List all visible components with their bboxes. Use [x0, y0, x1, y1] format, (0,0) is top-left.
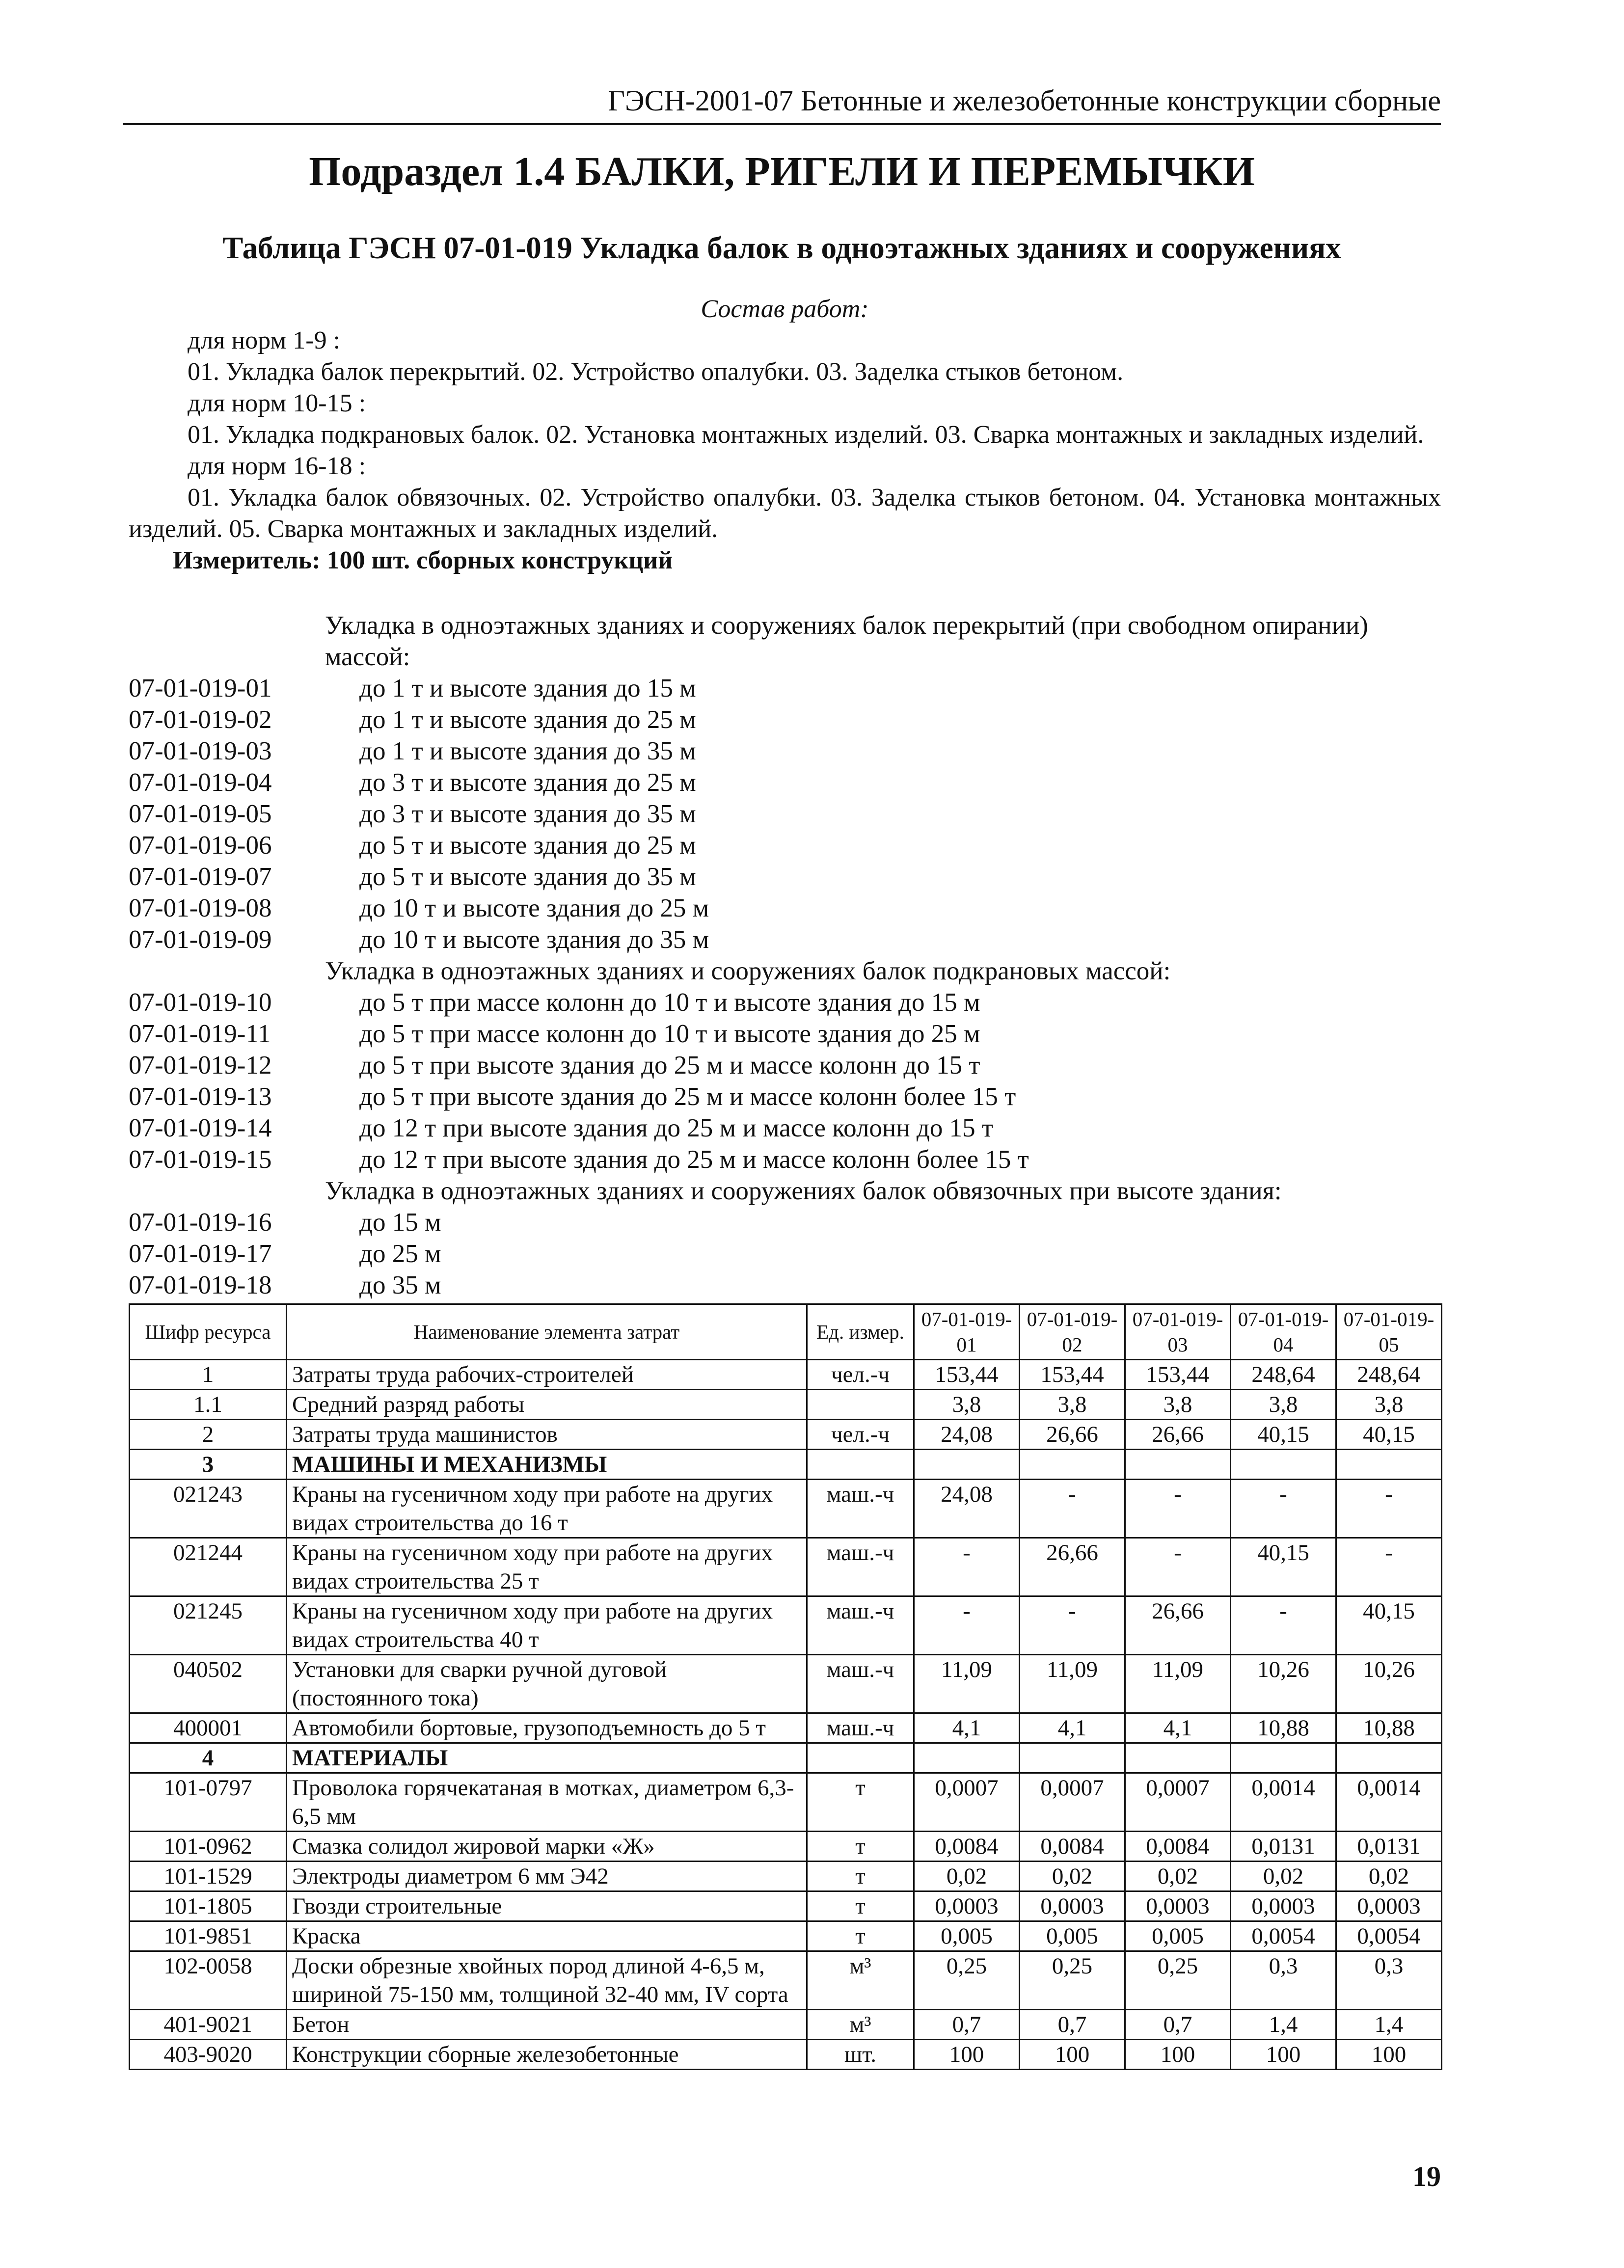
value-cell: 11,09: [1125, 1655, 1231, 1713]
value-cell: [1231, 1743, 1336, 1773]
value-cell: 0,7: [1125, 2010, 1231, 2040]
resource-code-cell: 021243: [130, 1480, 287, 1538]
header-norm-column: 07-01-019-01: [914, 1304, 1020, 1360]
value-cell: 0,005: [1125, 1921, 1231, 1951]
value-cell: 0,0084: [1125, 1832, 1231, 1862]
header-norm-column: 07-01-019-03: [1125, 1304, 1231, 1360]
value-cell: 0,0007: [1125, 1773, 1231, 1832]
value-cell: 26,66: [1020, 1538, 1125, 1596]
norm-code: 07-01-019-06: [129, 831, 272, 860]
unit-cell: т: [807, 1862, 914, 1891]
value-cell: -: [1125, 1480, 1231, 1538]
norm-code-row: [129, 1238, 1441, 1269]
norm-code: 07-01-019-09: [129, 925, 272, 954]
resource-code-cell: 101-1529: [130, 1862, 287, 1891]
resource-code-cell: 3: [130, 1450, 287, 1480]
norm-code-row: [129, 861, 1441, 892]
header-norm-column: 07-01-019-05: [1336, 1304, 1442, 1360]
value-cell: 153,44: [914, 1360, 1020, 1390]
value-cell: 0,02: [1231, 1862, 1336, 1891]
resource-code-cell: 4: [130, 1743, 287, 1773]
value-cell: 40,15: [1336, 1596, 1442, 1655]
value-cell: 248,64: [1231, 1360, 1336, 1390]
section-row: [130, 1743, 1442, 1773]
norm-code-row: [129, 830, 1441, 861]
norm-code: 07-01-019-15: [129, 1145, 272, 1174]
cost-element-cell: Гвозди строительные: [287, 1891, 807, 1921]
table-row: [130, 1480, 1442, 1538]
table-row: [130, 1891, 1442, 1921]
norm-description: до 1 т и высоте здания до 25 м: [359, 705, 696, 734]
value-cell: 0,02: [1336, 1862, 1442, 1891]
value-cell: 4,1: [914, 1713, 1020, 1743]
value-cell: 0,7: [1020, 2010, 1125, 2040]
value-cell: 10,26: [1231, 1655, 1336, 1713]
cost-element-cell: Краска: [287, 1921, 807, 1951]
norm-description: до 5 т при высоте здания до 25 м и массе колонн до 15 т: [359, 1051, 980, 1080]
header-norm-column: 07-01-019-04: [1231, 1304, 1336, 1360]
value-cell: 1,4: [1231, 2010, 1336, 2040]
table-row: [130, 1420, 1442, 1450]
norm-code-row: [129, 704, 1441, 735]
value-cell: -: [1020, 1480, 1125, 1538]
cost-element-cell: Затраты труда рабочих-строителей: [287, 1360, 807, 1390]
table-row: [130, 1773, 1442, 1832]
table-row: [130, 1713, 1442, 1743]
value-cell: 0,0054: [1231, 1921, 1336, 1951]
value-cell: 0,005: [1020, 1921, 1125, 1951]
resource-table-body: [130, 1360, 1442, 2070]
value-cell: 0,0014: [1231, 1773, 1336, 1832]
resource-table: [129, 1303, 1442, 2070]
value-cell: 0,7: [914, 2010, 1020, 2040]
cost-element-cell: Краны на гусеничном ходу при работе на других видах строительства 40 т: [287, 1596, 807, 1655]
norm-code-row: [129, 1050, 1441, 1081]
value-cell: [1125, 1743, 1231, 1773]
value-cell: 0,0014: [1336, 1773, 1442, 1832]
header-resource-code: Шифр ресурса: [130, 1304, 287, 1360]
unit-cell: [807, 1743, 914, 1773]
unit-cell: [807, 1390, 914, 1420]
norm-code: 07-01-019-03: [129, 737, 272, 765]
unit-cell: шт.: [807, 2040, 914, 2070]
norm-range-label: для норм 1-9 :: [188, 326, 341, 354]
table-row: [130, 1832, 1442, 1862]
table-row: [130, 1951, 1442, 2010]
value-cell: 100: [1336, 2040, 1442, 2070]
norm-description: до 3 т и высоте здания до 35 м: [359, 800, 696, 828]
resource-code-cell: 403-9020: [130, 2040, 287, 2070]
cost-element-cell: Средний разряд работы: [287, 1390, 807, 1420]
norm-code: 07-01-019-12: [129, 1051, 272, 1080]
resource-code-cell: 101-0797: [130, 1773, 287, 1832]
table-title: Таблица ГЭСН 07-01-019 Укладка балок в одноэтажных зданиях и сооружениях: [222, 231, 1341, 265]
value-cell: 0,0003: [1231, 1891, 1336, 1921]
value-cell: 3,8: [1125, 1390, 1231, 1420]
norm-group-heading: Укладка в одноэтажных зданиях и сооружениях балок обвязочных при высоте здания:: [325, 1177, 1282, 1205]
unit-cell: т: [807, 1832, 914, 1862]
value-cell: 0,25: [914, 1951, 1020, 2010]
resource-code-cell: 040502: [130, 1655, 287, 1713]
value-cell: 0,3: [1231, 1951, 1336, 2010]
table-header-row: [130, 1304, 1442, 1360]
norm-code: 07-01-019-14: [129, 1114, 272, 1142]
resource-code-cell: 400001: [130, 1713, 287, 1743]
value-cell: -: [914, 1538, 1020, 1596]
work-operations-text: 01. Укладка балок обвязочных. 02. Устройство опалубки. 03. Заделка стыков бетоном. 04. Установка монтажных изделий. 05. Сварка монтажных и закладных изделий.: [129, 484, 1441, 543]
norm-range-label: для норм 10-15 :: [188, 389, 366, 417]
value-cell: 0,25: [1020, 1951, 1125, 2010]
norm-description: до 1 т и высоте здания до 35 м: [359, 737, 696, 765]
value-cell: 0,0003: [1336, 1891, 1442, 1921]
table-row: [130, 1538, 1442, 1596]
cost-element-cell: Смазка солидол жировой марки «Ж»: [287, 1832, 807, 1862]
norm-description: до 15 м: [359, 1208, 441, 1237]
cost-element-cell: МАШИНЫ И МЕХАНИЗМЫ: [287, 1450, 807, 1480]
value-cell: 153,44: [1125, 1360, 1231, 1390]
work-composition: [129, 294, 1441, 576]
cost-element-cell: Электроды диаметром 6 мм Э42: [287, 1862, 807, 1891]
value-cell: 26,66: [1125, 1596, 1231, 1655]
cost-element-cell: МАТЕРИАЛЫ: [287, 1743, 807, 1773]
norm-code: 07-01-019-01: [129, 674, 272, 702]
norm-code-row: [129, 1018, 1441, 1050]
norm-description: до 10 т и высоте здания до 25 м: [359, 894, 709, 922]
value-cell: [914, 1743, 1020, 1773]
value-cell: 3,8: [1231, 1390, 1336, 1420]
unit-cell: м³: [807, 1951, 914, 2010]
table-row: [130, 1921, 1442, 1951]
norm-code-row: [129, 767, 1441, 798]
unit-cell: маш.-ч: [807, 1538, 914, 1596]
norm-description: до 3 т и высоте здания до 25 м: [359, 768, 696, 797]
unit-cell: маш.-ч: [807, 1480, 914, 1538]
norm-code: 07-01-019-04: [129, 768, 272, 797]
norm-description: до 35 м: [359, 1271, 441, 1299]
value-cell: 0,005: [914, 1921, 1020, 1951]
value-cell: 0,02: [914, 1862, 1020, 1891]
value-cell: 11,09: [914, 1655, 1020, 1713]
norm-code: 07-01-019-07: [129, 863, 272, 891]
header-cost-element: Наименование элемента затрат: [287, 1304, 807, 1360]
norm-description: до 25 м: [359, 1240, 441, 1268]
norm-code-row: [129, 1207, 1441, 1238]
norm-code: 07-01-019-17: [129, 1240, 272, 1268]
value-cell: 0,3: [1336, 1951, 1442, 2010]
value-cell: 26,66: [1020, 1420, 1125, 1450]
cost-element-cell: Краны на гусеничном ходу при работе на других видах строительства 25 т: [287, 1538, 807, 1596]
value-cell: 0,0003: [914, 1891, 1020, 1921]
table-row: [130, 1390, 1442, 1420]
value-cell: 0,0131: [1231, 1832, 1336, 1862]
value-cell: 0,0084: [914, 1832, 1020, 1862]
value-cell: -: [1231, 1596, 1336, 1655]
section-row: [130, 1450, 1442, 1480]
cost-element-cell: Конструкции сборные железобетонные: [287, 2040, 807, 2070]
norm-description: до 12 т при высоте здания до 25 м и массе колонн до 15 т: [359, 1114, 994, 1142]
work-operations-text: 01. Укладка балок перекрытий. 02. Устройство опалубки. 03. Заделка стыков бетоном.: [188, 358, 1124, 386]
value-cell: 1,4: [1336, 2010, 1442, 2040]
value-cell: [914, 1450, 1020, 1480]
norm-code: 07-01-019-02: [129, 705, 272, 734]
value-cell: -: [1125, 1538, 1231, 1596]
value-cell: 0,0054: [1336, 1921, 1442, 1951]
value-cell: 26,66: [1125, 1420, 1231, 1450]
resource-code-cell: 101-9851: [130, 1921, 287, 1951]
norm-description: до 5 т и высоте здания до 25 м: [359, 831, 696, 860]
cost-element-cell: Краны на гусеничном ходу при работе на других видах строительства до 16 т: [287, 1480, 807, 1538]
running-header: ГЭСН-2001-07 Бетонные и железобетонные конструкции сборные: [123, 81, 1441, 125]
value-cell: 3,8: [1336, 1390, 1442, 1420]
unit-cell: т: [807, 1921, 914, 1951]
norm-code-row: [129, 673, 1441, 704]
value-cell: [1125, 1450, 1231, 1480]
value-cell: [1231, 1450, 1336, 1480]
norm-group-heading: Укладка в одноэтажных зданиях и сооружениях балок перекрытий (при свободном опирании) массой:: [325, 611, 1368, 671]
unit-cell: маш.-ч: [807, 1596, 914, 1655]
value-cell: [1336, 1450, 1442, 1480]
value-cell: 100: [1020, 2040, 1125, 2070]
norm-group-heading: Укладка в одноэтажных зданиях и сооружениях балок подкрановых массой:: [325, 957, 1171, 985]
value-cell: -: [1336, 1480, 1442, 1538]
norm-code-list: [129, 610, 1441, 1301]
value-cell: 24,08: [914, 1480, 1020, 1538]
unit-cell: чел.-ч: [807, 1420, 914, 1450]
unit-cell: м³: [807, 2010, 914, 2040]
table-row: [130, 1862, 1442, 1891]
norm-code: 07-01-019-11: [129, 1020, 271, 1048]
value-cell: 11,09: [1020, 1655, 1125, 1713]
resource-code-cell: 021244: [130, 1538, 287, 1596]
cost-element-cell: Автомобили бортовые, грузоподъемность до 5 т: [287, 1713, 807, 1743]
value-cell: 3,8: [1020, 1390, 1125, 1420]
norm-code-row: [129, 924, 1441, 955]
value-cell: 0,0007: [914, 1773, 1020, 1832]
norm-description: до 5 т и высоте здания до 35 м: [359, 863, 696, 891]
unit-cell: [807, 1450, 914, 1480]
norm-description: до 5 т при высоте здания до 25 м и массе колонн более 15 т: [359, 1082, 1016, 1111]
value-cell: 0,25: [1125, 1951, 1231, 2010]
resource-code-cell: 101-1805: [130, 1891, 287, 1921]
value-cell: [1336, 1743, 1442, 1773]
measure-unit: Измеритель: 100 шт. сборных конструкций: [173, 546, 673, 574]
resource-code-cell: 2: [130, 1420, 287, 1450]
norm-code-row: [129, 1269, 1441, 1301]
value-cell: -: [1020, 1596, 1125, 1655]
norm-code-row: [129, 1112, 1441, 1144]
cost-element-cell: Бетон: [287, 2010, 807, 2040]
norm-description: до 10 т и высоте здания до 35 м: [359, 925, 709, 954]
unit-cell: маш.-ч: [807, 1713, 914, 1743]
value-cell: [1020, 1450, 1125, 1480]
value-cell: 4,1: [1020, 1713, 1125, 1743]
table-row: [130, 1596, 1442, 1655]
value-cell: 4,1: [1125, 1713, 1231, 1743]
subsection-title: Подраздел 1.4 БАЛКИ, РИГЕЛИ И ПЕРЕМЫЧКИ: [309, 149, 1255, 194]
norm-code: 07-01-019-05: [129, 800, 272, 828]
norm-code: 07-01-019-08: [129, 894, 272, 922]
cost-element-cell: Затраты труда машинистов: [287, 1420, 807, 1450]
table-row: [130, 2040, 1442, 2070]
value-cell: 0,0003: [1125, 1891, 1231, 1921]
norm-code-row: [129, 735, 1441, 767]
value-cell: 0,02: [1020, 1862, 1125, 1891]
value-cell: 0,0131: [1336, 1832, 1442, 1862]
value-cell: 153,44: [1020, 1360, 1125, 1390]
norm-code: 07-01-019-13: [129, 1082, 272, 1111]
value-cell: 10,26: [1336, 1655, 1442, 1713]
value-cell: 3,8: [914, 1390, 1020, 1420]
value-cell: 10,88: [1336, 1713, 1442, 1743]
norm-code-row: [129, 1144, 1441, 1175]
norm-code: 07-01-019-18: [129, 1271, 272, 1299]
resource-code-cell: 1.1: [130, 1390, 287, 1420]
resource-code-cell: 401-9021: [130, 2010, 287, 2040]
value-cell: 0,02: [1125, 1862, 1231, 1891]
resource-code-cell: 1: [130, 1360, 287, 1390]
value-cell: 0,0007: [1020, 1773, 1125, 1832]
table-row: [130, 1655, 1442, 1713]
norm-code-row: [129, 987, 1441, 1018]
norm-code-row: [129, 892, 1441, 924]
value-cell: -: [914, 1596, 1020, 1655]
norm-code-row: [129, 1081, 1441, 1112]
value-cell: 10,88: [1231, 1713, 1336, 1743]
value-cell: 0,0003: [1020, 1891, 1125, 1921]
value-cell: 100: [1231, 2040, 1336, 2070]
value-cell: -: [1231, 1480, 1336, 1538]
page-number: 19: [1412, 2160, 1441, 2192]
norm-code-row: [129, 798, 1441, 830]
norm-description: до 5 т при массе колонн до 10 т и высоте здания до 25 м: [359, 1020, 980, 1048]
header-norm-column: 07-01-019-02: [1020, 1304, 1125, 1360]
value-cell: 40,15: [1231, 1538, 1336, 1596]
header-unit: Ед. измер.: [807, 1304, 914, 1360]
work-composition-heading: Состав работ:: [701, 295, 869, 323]
value-cell: 40,15: [1231, 1420, 1336, 1450]
unit-cell: т: [807, 1773, 914, 1832]
norm-range-label: для норм 16-18 :: [188, 452, 366, 480]
cost-element-cell: Проволока горячекатаная в мотках, диаметром 6,3-6,5 мм: [287, 1773, 807, 1832]
resource-code-cell: 021245: [130, 1596, 287, 1655]
value-cell: -: [1336, 1538, 1442, 1596]
cost-element-cell: Установки для сварки ручной дуговой (постоянного тока): [287, 1655, 807, 1713]
norm-description: до 1 т и высоте здания до 15 м: [359, 674, 696, 702]
cost-element-cell: Доски обрезные хвойных пород длиной 4-6,5 м, шириной 75-150 мм, толщиной 32-40 мм, IV сорта: [287, 1951, 807, 2010]
value-cell: [1020, 1743, 1125, 1773]
resource-code-cell: 101-0962: [130, 1832, 287, 1862]
table-row: [130, 2010, 1442, 2040]
unit-cell: чел.-ч: [807, 1360, 914, 1390]
unit-cell: т: [807, 1891, 914, 1921]
norm-code: 07-01-019-10: [129, 988, 272, 1017]
norm-description: до 5 т при массе колонн до 10 т и высоте здания до 15 м: [359, 988, 980, 1017]
table-row: [130, 1360, 1442, 1390]
norm-description: до 12 т при высоте здания до 25 м и массе колонн более 15 т: [359, 1145, 1029, 1174]
value-cell: 40,15: [1336, 1420, 1442, 1450]
value-cell: 0,0084: [1020, 1832, 1125, 1862]
value-cell: 248,64: [1336, 1360, 1442, 1390]
value-cell: 100: [1125, 2040, 1231, 2070]
unit-cell: маш.-ч: [807, 1655, 914, 1713]
value-cell: 100: [914, 2040, 1020, 2070]
norm-code: 07-01-019-16: [129, 1208, 272, 1237]
work-operations-text: 01. Укладка подкрановых балок. 02. Установка монтажных изделий. 03. Сварка монтажных и закладных изделий.: [188, 421, 1424, 449]
value-cell: 24,08: [914, 1420, 1020, 1450]
resource-code-cell: 102-0058: [130, 1951, 287, 2010]
